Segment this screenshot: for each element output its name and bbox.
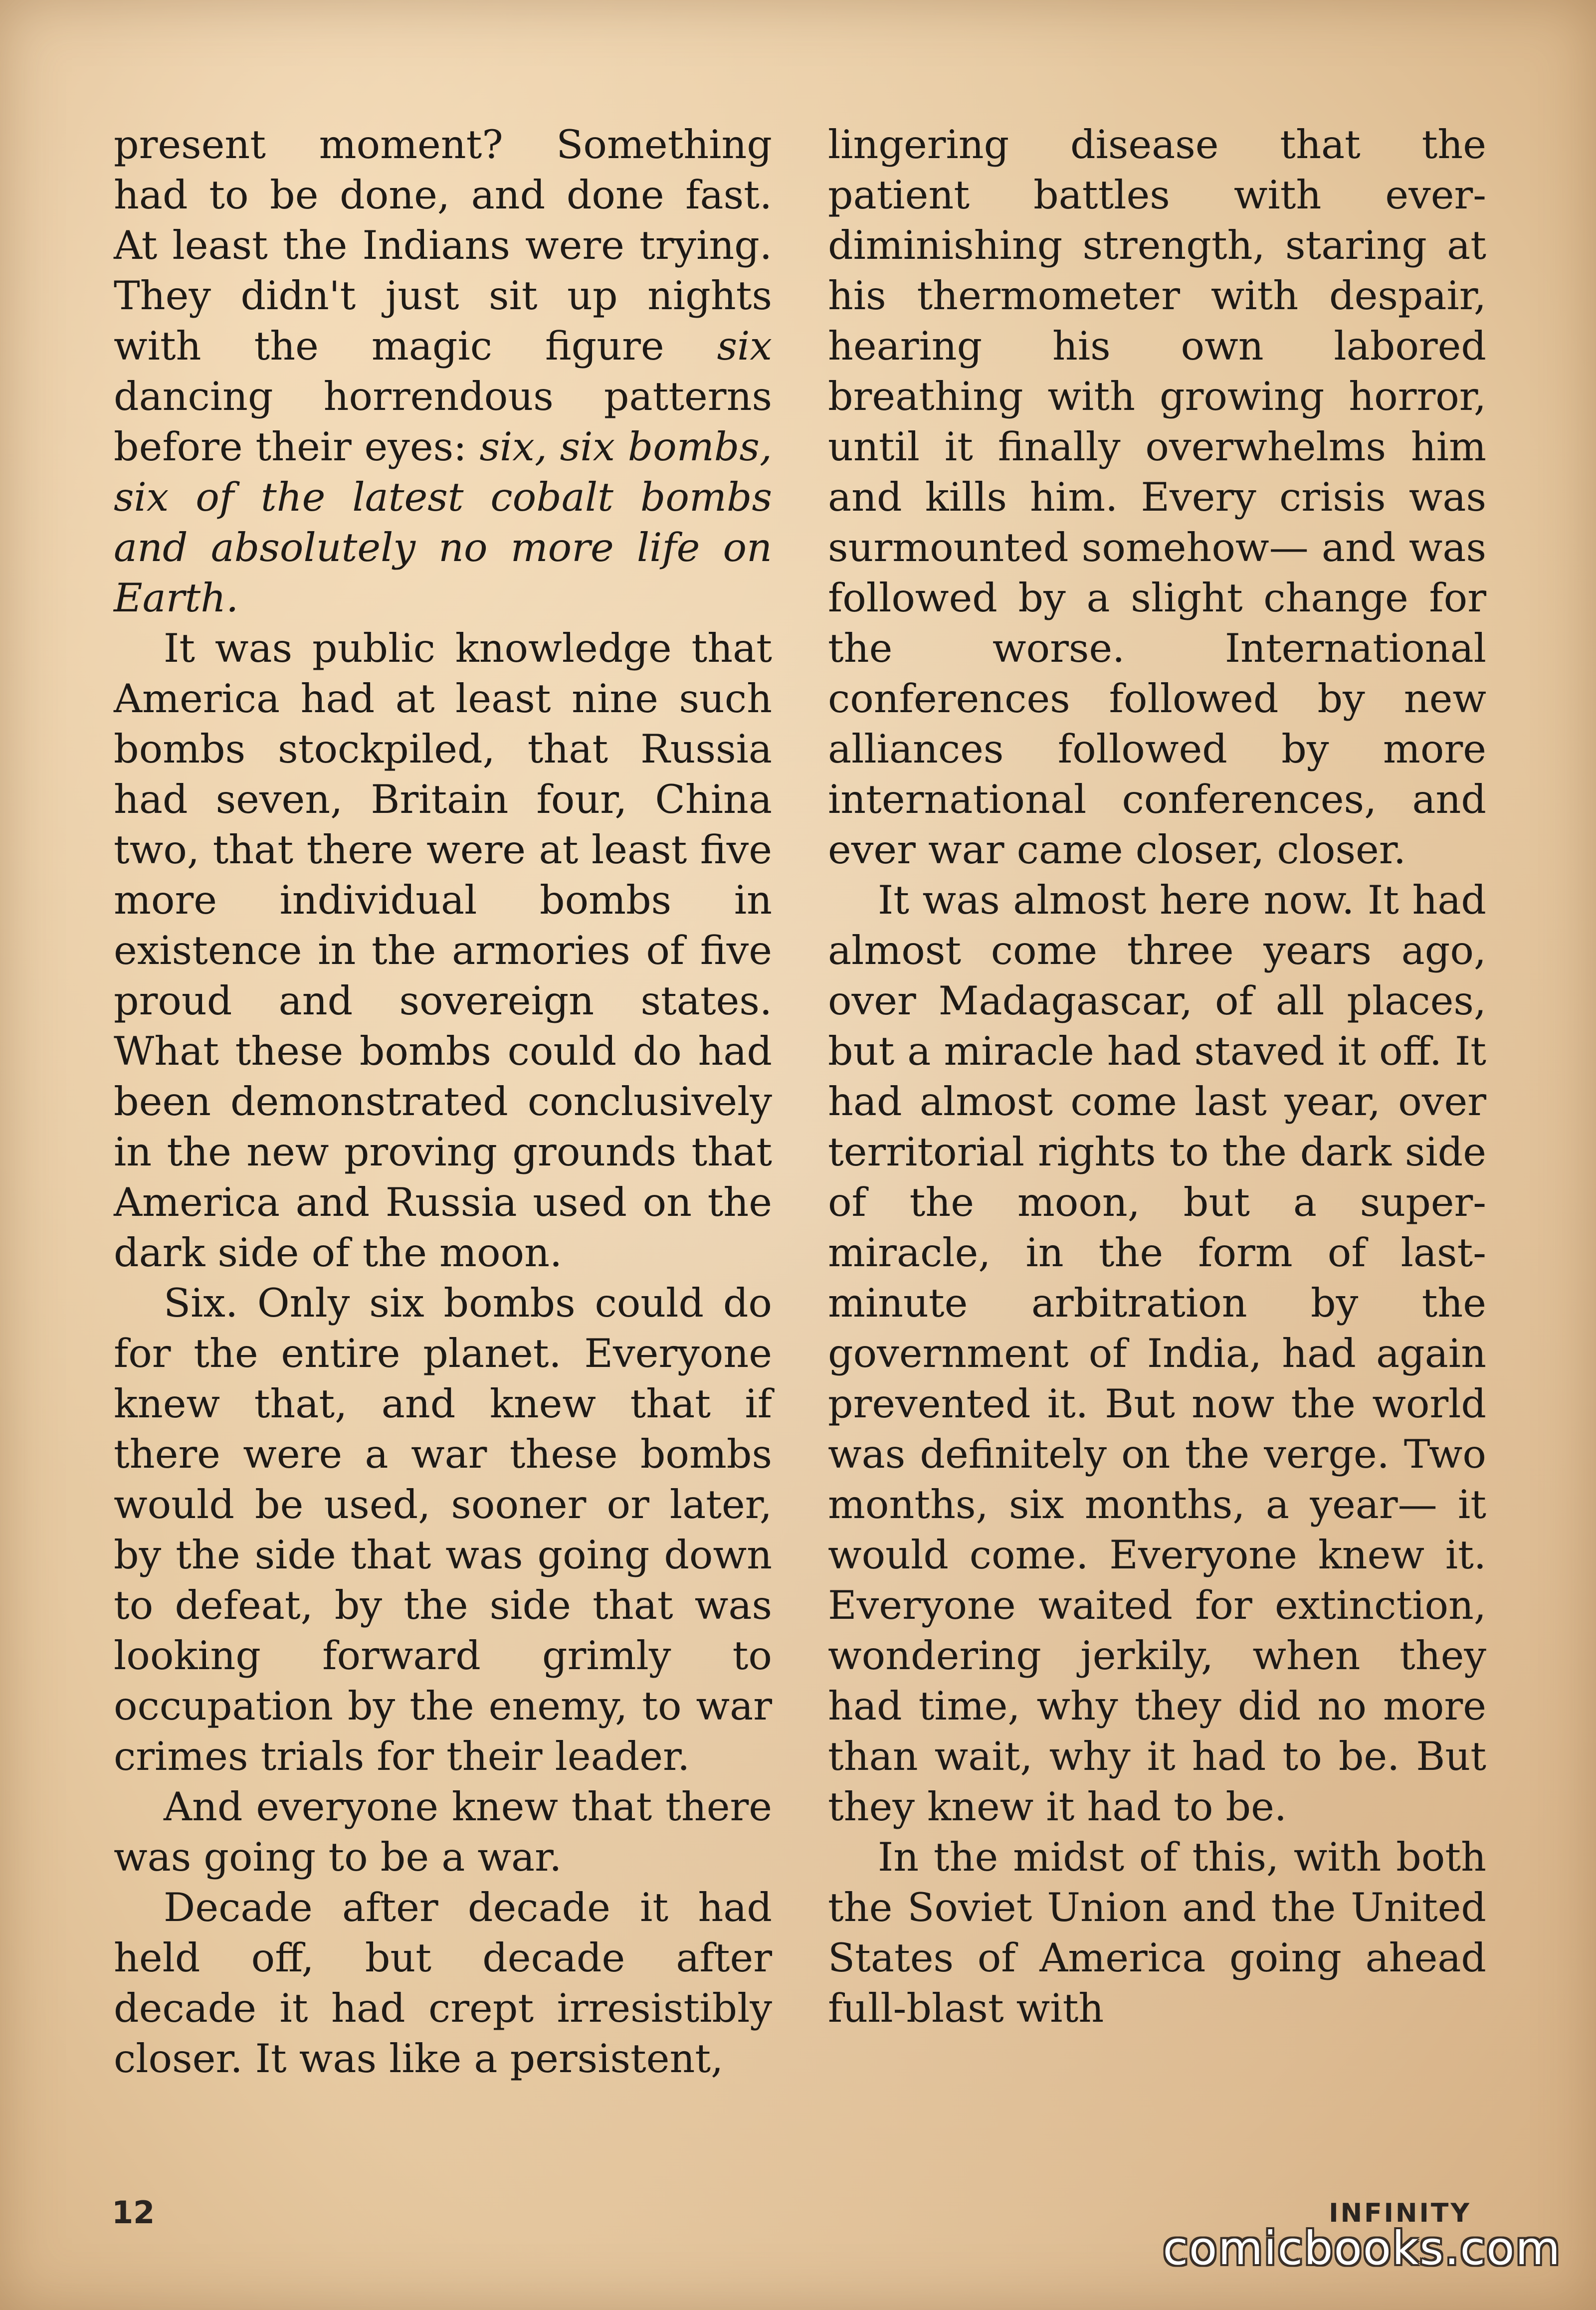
left-paragraph-3: Six. Only six bombs could do for the entire planet. Everyone knew that, and knew that if there were a war these bombs would be used, sooner or later, by the side that was going down to defeat, by the side that was looking forward grimly to occupation by the enemy, to war crimes trials for their leader.	[114, 1280, 772, 1779]
left-p1-mid-text: dancing horrendous patterns before their eyes:	[114, 374, 772, 470]
magazine-running-head: INFINITY	[1329, 2198, 1471, 2228]
left-paragraph-4: And everyone knew that there was going to be a war.	[114, 1784, 772, 1880]
page-number: 12	[112, 2194, 155, 2231]
left-paragraph-5: Decade after decade it had held off, but decade after decade it had crept irresistibly closer. It was like a persistent,	[114, 1885, 772, 2082]
right-paragraph-1: lingering disease that the patient battles with ever-diminishing strength, staring at his thermometer with despair, hearing his own labored breathing with growing horror, until it finally overwhelms him and kills him. Every crisis was surmounted somehow— and was followed by a slight change for the worse. International conferences followed by new alliances followed by more international conferences, and ever war came closer, closer.	[828, 122, 1486, 873]
left-p1-text: present moment? Something had to be done, and done fast. At least the Indians were trying. They didn't just sit up nights with the magic figure	[114, 122, 772, 369]
left-text-column	[114, 120, 772, 2084]
left-paragraph-1	[114, 120, 772, 623]
right-paragraph-3: In the midst of this, with both the Soviet Union and the United States of America going ahead full-blast with	[828, 1834, 1486, 2031]
left-p1-italic-six: six	[717, 323, 772, 369]
right-text-column	[828, 120, 1486, 2034]
site-watermark: comicbooks.com	[1163, 2222, 1561, 2275]
right-paragraph-2: It was almost here now. It had almost come three years ago, over Madagascar, of all places, but a miracle had staved it off. It had almost come last year, over territorial rights to the dark side of the moon, but a super-miracle, in the form of last-minute arbitration by the government of India, had again prevented it. But now the world was definitely on the verge. Two months, six months, a year— it would come. Everyone knew it. Everyone waited for extinction, wondering jerkily, when they had time, why they did no more than wait, why it had to be. But they knew it had to be.	[828, 877, 1486, 1830]
left-paragraph-2: It was public knowledge that America had at least nine such bombs stockpiled, that Russia had seven, Britain four, China two, that there were at least five more individual bombs in existence in the armories of five proud and sovereign states. What these bombs could do had been demonstrated conclusively in the new proving grounds that America and Russia used on the dark side of the moon.	[114, 625, 772, 1276]
left-p1-italic-bombs: six, six bombs, six of the latest cobalt bombs and absolutely no more life on Earth.	[114, 424, 772, 621]
